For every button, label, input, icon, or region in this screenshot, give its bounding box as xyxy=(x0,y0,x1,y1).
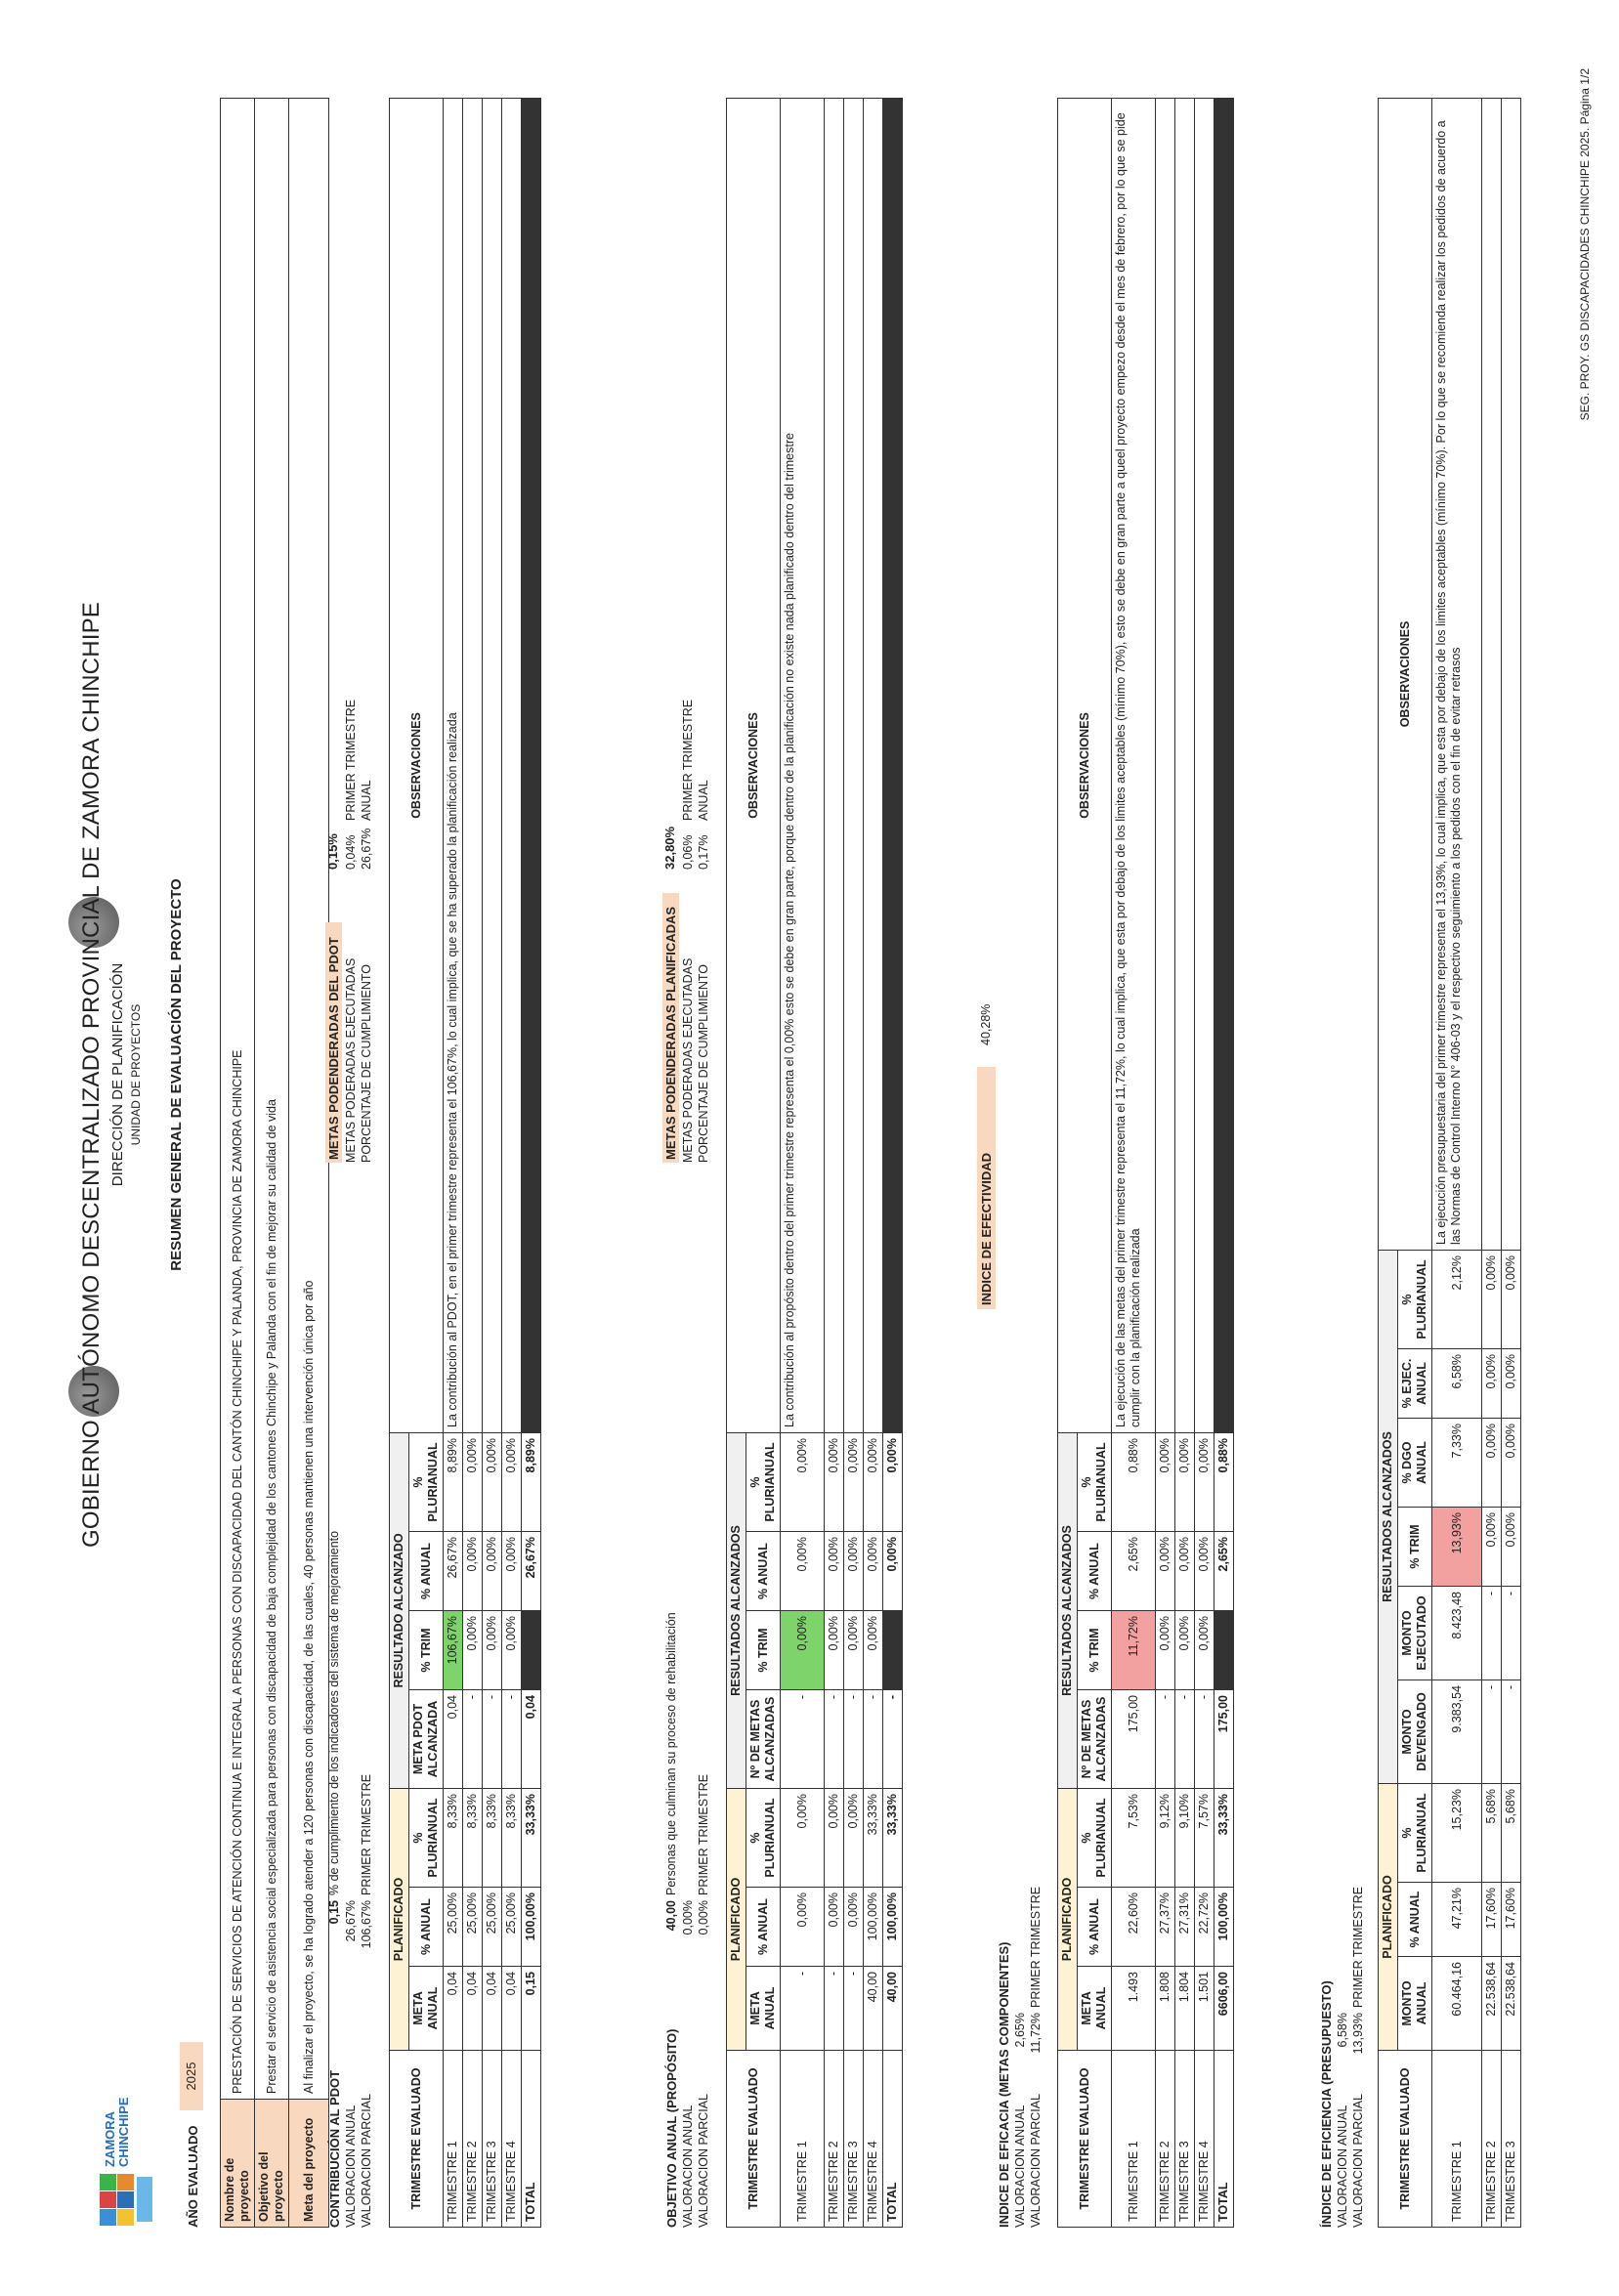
cell-res-pluri: 8,89% xyxy=(522,1433,541,1532)
cell-dgo: 0,00% xyxy=(1482,1419,1502,1508)
cell-meta: 6606,00 xyxy=(1214,1967,1234,2051)
efic-h-pct-plurianual: % PLURIANUAL xyxy=(1078,1789,1112,1888)
cell-alcanzada: - xyxy=(502,1690,522,1789)
cell-ejecutado: - xyxy=(1482,1587,1502,1680)
cell-alcanzada: - xyxy=(1156,1690,1175,1789)
cell-observaciones xyxy=(864,99,883,1433)
cell-res-anual: 2,65% xyxy=(1112,1532,1156,1611)
proposito-side-title-value: 32,80% xyxy=(662,826,677,870)
project-info-table xyxy=(220,98,329,2228)
cell-meta: 0,04 xyxy=(483,1967,502,2051)
prop-h-meta-alcanzada: Nº DE METAS ALCANZADAS xyxy=(746,1690,781,1789)
eficacia-parcial-value: 11,72% xyxy=(1029,2013,1043,2054)
cell-anual: 100,00% xyxy=(1214,1888,1234,1967)
org-title: GOBIERNO AUTÓNOMO DESCENTRALIZADO PROVINCIAL DE ZAMORA CHINCHIPE xyxy=(78,601,105,1549)
cell-meta: 40,00 xyxy=(864,1967,883,2051)
pdot-h-trimestre: TRIMESTRE EVALUADO xyxy=(390,2051,444,2228)
cell-trimestre: TRIMESTRE 2 xyxy=(825,2051,844,2228)
cell-observaciones: La ejecución presupuestaria del primer trimestre representa el 13,93%, lo cual implica, que esta por debajo de los limites aceptables (mínimo 70%). Por lo que se recomienda realizar los pedidos de acuerdo a las Normas de Control Interno N° 406-03 y el respectivo seguimiento a los pedidos con el fin de evitar retrasos xyxy=(1432,99,1482,1251)
cell-trim: 13,93% xyxy=(1432,1508,1482,1587)
cell-observaciones xyxy=(1175,99,1195,1433)
project-name-value: PRESTACIÓN DE SERVICIOS DE ATENCIÓN CONTINUA E INTEGRAL A PERSONAS CON DISCAPACIDAD DEL CANTÓN CHINCHIPE Y PALANDA, PROVINCIA DE ZAMORA CHINCHIPE xyxy=(221,99,255,2100)
table-row xyxy=(1502,99,1521,2228)
cell-observaciones xyxy=(1156,99,1175,1433)
efic-h-observaciones: OBSERVACIONES xyxy=(1058,99,1112,1433)
cell-trim: 0,00% xyxy=(1156,1611,1175,1690)
efi-h-resultado: RESULTADOS ALCANZADOS xyxy=(1379,1251,1398,1784)
eficacia-table xyxy=(1057,98,1234,2228)
cell-dgo: 7,33% xyxy=(1432,1419,1482,1508)
eficiencia-parcial-label: VALORACION PARCIAL xyxy=(1351,2093,1365,2228)
cell-trim: 0,00% xyxy=(502,1611,522,1690)
pdot-metric-text: % de cumplimiento de los indicadores del sistema de mejoramiento xyxy=(327,1530,341,1895)
proposito-side-pct-note: ANUAL xyxy=(697,780,710,821)
cell-trim-empty xyxy=(522,1611,541,1690)
efi-h-pct-anual: % ANUAL xyxy=(1398,1883,1432,1957)
cell-trim: 0,00% xyxy=(1502,1508,1521,1587)
cell-trimestre: TRIMESTRE 3 xyxy=(844,2051,864,2228)
prop-h-trimestre: TRIMESTRE EVALUADO xyxy=(727,2051,781,2228)
cell-ejecutado: - xyxy=(1502,1587,1521,1680)
cell-res-anual: 0,00% xyxy=(1195,1532,1214,1611)
efic-h-meta-anual: META ANUAL xyxy=(1078,1967,1112,2051)
table-total-row xyxy=(1214,99,1234,2228)
cell-alcanzada: - xyxy=(781,1690,825,1789)
efic-h-meta-alcanzada: Nº DE METAS ALCANZADAS xyxy=(1078,1690,1112,1789)
cell-trim: 11,72% xyxy=(1112,1611,1156,1690)
cell-anual: 25,00% xyxy=(483,1888,502,1967)
cell-trim: 106,67% xyxy=(444,1611,463,1690)
pdot-h-pct-anual: % ANUAL xyxy=(409,1888,444,1967)
efi-h-pct-dgo: % DGO ANUAL xyxy=(1398,1419,1432,1508)
cell-trim: 0,00% xyxy=(1195,1611,1214,1690)
cell-res-anual: 0,00% xyxy=(463,1532,483,1611)
unit-name: UNIDAD DE PROYECTOS xyxy=(129,1003,143,1146)
cell-alcanzada: - xyxy=(825,1690,844,1789)
dept-name: DIRECCIÓN DE PLANIFICACIÓN xyxy=(109,962,126,1187)
cell-alcanzada: 0,04 xyxy=(444,1690,463,1789)
cell-trimestre: TRIMESTRE 2 xyxy=(1156,2051,1175,2228)
cell-res-pluri: 0,88% xyxy=(1214,1433,1234,1532)
efic-h-res-plurianual: % PLURIANUAL xyxy=(1078,1433,1112,1532)
cell-trim: 0,00% xyxy=(781,1611,825,1690)
pdot-parcial-value: 106,67% xyxy=(360,1900,373,1949)
project-name-label: Nombre de proyecto xyxy=(221,2100,255,2228)
eficiencia-title: ÍNDICE DE EFICIENCIA (PRESUPUESTO) xyxy=(1319,1980,1334,2228)
cell-monto: 60.464,16 xyxy=(1432,1957,1482,2051)
prop-h-res-plurianual: % PLURIANUAL xyxy=(746,1433,781,1532)
cell-observaciones: La contribución al PDOT, en el primer trimestre representa el 106,67%, lo cual implica, que se ha superado la planificación realizada xyxy=(444,99,463,1433)
cell-anual: 22,72% xyxy=(1195,1888,1214,1967)
cell-trimestre: TRIMESTRE 4 xyxy=(864,2051,883,2228)
cell-alcanzada: - xyxy=(463,1690,483,1789)
pdot-title: CONTRIBUCIÓN AL PDOT xyxy=(327,2069,342,2228)
efic-h-trimestre: TRIMESTRE EVALUADO xyxy=(1058,2051,1112,2228)
cell-res-pluri: 0,88% xyxy=(1112,1433,1156,1532)
cell-meta: - xyxy=(844,1967,864,2051)
cell-observaciones: La contribución al propósito dentro del primer trimestre representa el 0,00% esto se debe en gran parte, porque dentro de la planificación no existe nada planificado dentro del trimestre xyxy=(781,99,825,1433)
cell-res-anual: 0,00% xyxy=(883,1532,903,1611)
cell-trimestre: TRIMESTRE 1 xyxy=(444,2051,463,2228)
cell-alcanzada: - xyxy=(1175,1690,1195,1789)
eficacia-parcial-label: VALORACION PARCIAL xyxy=(1029,2093,1043,2228)
pdot-h-pct-trim: % TRIM xyxy=(409,1611,444,1690)
cell-alcanzada: - xyxy=(883,1690,903,1789)
cell-trim: 0,00% xyxy=(1482,1508,1502,1587)
pdot-h-resultado: RESULTADO ALCANZADO xyxy=(390,1433,409,1789)
cell-pluri: 8,33% xyxy=(483,1789,502,1888)
logo-emblem-icon xyxy=(98,2171,156,2228)
efic-h-pct-trim: % TRIM xyxy=(1078,1611,1112,1690)
cell-pluri: 8,33% xyxy=(444,1789,463,1888)
proposito-anual-label: VALORACION ANUAL xyxy=(681,2105,695,2228)
pdot-side-pct-value: 26,67% xyxy=(360,828,373,870)
cell-devengado: - xyxy=(1482,1680,1502,1784)
pdot-side-pct-note: ANUAL xyxy=(360,780,373,821)
eficiencia-anual-label: VALORACION ANUAL xyxy=(1336,2105,1349,2228)
efic-h-planificado: PLANIFICADO xyxy=(1058,1789,1078,2051)
cell-observaciones: La ejecución de las metas del primer trimestre representa el 11,72%, lo cual implica, que esta por debajo de los limites aceptables (mínimo 70%), esto se debe en gran parte a queel proyecto empezo desde el mes de febrero, por lo que se pide cumplir con la planificación realizada xyxy=(1112,99,1156,1433)
cell-res-anual: 0,00% xyxy=(825,1532,844,1611)
cell-meta: 1.808 xyxy=(1156,1967,1175,2051)
cell-trimestre: TRIMESTRE 3 xyxy=(1502,2051,1521,2228)
cell-trim: 0,00% xyxy=(864,1611,883,1690)
project-goal-label: Meta del proyecto xyxy=(289,2100,329,2228)
efi-h-trimestre: TRIMESTRE EVALUADO xyxy=(1379,2051,1432,2228)
eficacia-title: INDICE DE EFICACIA (METAS COMPONENTES) xyxy=(997,1941,1011,2228)
cell-pluri: 5,68% xyxy=(1502,1784,1521,1883)
cell-pluri: 7,57% xyxy=(1195,1789,1214,1888)
efi-h-monto-ejecutado: MONTO EJECUTADO xyxy=(1398,1587,1432,1680)
cell-devengado: 9.383,54 xyxy=(1432,1680,1482,1784)
cell-meta: 40,00 xyxy=(883,1967,903,2051)
proposito-side-exec-value: 0,06% xyxy=(681,834,695,870)
cell-res-pluri: 0,00% xyxy=(781,1433,825,1532)
table-total-row xyxy=(883,99,903,2228)
cell-ejec-anual: 0,00% xyxy=(1502,1349,1521,1419)
cell-res-pluri: 0,00% xyxy=(1175,1433,1195,1532)
cell-ejec-anual: 0,00% xyxy=(1482,1349,1502,1419)
table-row xyxy=(781,99,825,2228)
proposito-parcial-value: 0,00% xyxy=(697,1900,710,1935)
cell-pluri: 7,53% xyxy=(1112,1789,1156,1888)
cell-res-anual: 0,00% xyxy=(781,1532,825,1611)
cell-anual: 0,00% xyxy=(825,1888,844,1967)
cell-trim-empty xyxy=(1214,1611,1234,1690)
cell-alcanzada: - xyxy=(864,1690,883,1789)
cell-pluri: 33,33% xyxy=(864,1789,883,1888)
efi-h-observaciones: OBSERVACIONES xyxy=(1379,99,1432,1251)
cell-trim: 0,00% xyxy=(1175,1611,1195,1690)
eficacia-anual-label: VALORACION ANUAL xyxy=(1013,2105,1027,2228)
efic-h-pct-anual: % ANUAL xyxy=(1078,1888,1112,1967)
cell-observaciones xyxy=(463,99,483,1433)
efi-h-pct-ejec: % EJEC. ANUAL xyxy=(1398,1349,1432,1419)
cell-res-anual: 0,00% xyxy=(1156,1532,1175,1611)
cell-anual: 25,00% xyxy=(463,1888,483,1967)
cell-meta: 0,04 xyxy=(463,1967,483,2051)
year-label: AÑO EVALUADO xyxy=(186,2125,200,2228)
efic-h-res-anual: % ANUAL xyxy=(1078,1532,1112,1611)
project-objective-value: Prestar el servicio de asistencia social especializada para personas con discapacidad de baja complejidad de los cantones Chinchipe y Palanda con el fin de mejorar su calidad de vida xyxy=(255,99,289,2100)
pdot-h-observaciones: OBSERVACIONES xyxy=(390,99,444,1433)
table-row xyxy=(463,99,483,2228)
table-row xyxy=(1432,99,1482,2228)
cell-trimestre: TRIMESTRE 2 xyxy=(1482,2051,1502,2228)
prop-h-meta-anual: META ANUAL xyxy=(746,1967,781,2051)
project-objective-label: Objetivo del proyecto xyxy=(255,2100,289,2228)
cell-trim: 0,00% xyxy=(483,1611,502,1690)
cell-anual: 47,21% xyxy=(1432,1883,1482,1957)
pdot-parcial-label: VALORACION PARCIAL xyxy=(360,2093,373,2228)
proposito-anual-value: 0,00% xyxy=(681,1900,695,1935)
prop-h-resultado: RESULTADOS ALCANZADOS xyxy=(727,1433,746,1789)
project-goal-value: Al finalizar el proyecto, se ha logrado atender a 120 personas con discapacidad, de las cuales, 40 personas mantienen una intervención única por año xyxy=(289,99,329,2100)
cell-alcanzada: - xyxy=(844,1690,864,1789)
cell-observaciones xyxy=(1482,99,1502,1251)
cell-meta: 0,04 xyxy=(502,1967,522,2051)
logo xyxy=(98,2171,156,2228)
cell-trimestre: TRIMESTRE 4 xyxy=(1195,2051,1214,2228)
proposito-side-pct-label: PORCENTAJE DE CUMPLIMIENTO xyxy=(697,963,710,1163)
cell-observaciones-empty xyxy=(522,99,541,1433)
cell-pluri: 8,33% xyxy=(502,1789,522,1888)
cell-anual: 0,00% xyxy=(781,1888,825,1967)
cell-devengado: - xyxy=(1502,1680,1521,1784)
table-row xyxy=(444,99,463,2228)
cell-res-pluri: 8,89% xyxy=(444,1433,463,1532)
cell-pluri: 33,33% xyxy=(883,1789,903,1888)
prop-h-pct-plurianual: % PLURIANUAL xyxy=(746,1789,781,1888)
cell-alcanzada: 0,04 xyxy=(522,1690,541,1789)
cell-meta: - xyxy=(781,1967,825,2051)
table-row xyxy=(502,99,522,2228)
cell-ejec-anual: 6,58% xyxy=(1432,1349,1482,1419)
cell-ejecutado: 8.423,48 xyxy=(1432,1587,1482,1680)
pdot-side-title-value: 0,15% xyxy=(325,833,340,870)
cell-res-pluri: 0,00% xyxy=(825,1433,844,1532)
table-total-row xyxy=(522,99,541,2228)
table-row xyxy=(825,99,844,2228)
cell-res-pluri: 0,00% xyxy=(1156,1433,1175,1532)
efic-h-resultado: RESULTADOS ALCANZADOS xyxy=(1058,1433,1078,1789)
proposito-side-exec-label: METAS PODERADAS EJECUTADAS xyxy=(681,957,695,1163)
cell-res-pluri: 0,00% xyxy=(844,1433,864,1532)
prop-h-planificado: PLANIFICADO xyxy=(727,1789,746,2051)
proposito-side-pct-value: 0,17% xyxy=(697,834,710,870)
pdot-side-exec-label: METAS PODERADAS EJECUTADAS xyxy=(344,957,358,1163)
proposito-metric-text: Personas que culminan su proceso de rehabilitación xyxy=(664,1612,678,1895)
cell-pluri: 0,00% xyxy=(844,1789,864,1888)
cell-observaciones-empty xyxy=(883,99,903,1433)
proposito-side-title: METAS PODENDERADAS PLANIFICADAS xyxy=(662,893,679,1163)
cell-res-anual: 0,00% xyxy=(483,1532,502,1611)
cell-res-pluri: 0,00% xyxy=(1482,1251,1502,1349)
pdot-h-pct-plurianual: % PLURIANUAL xyxy=(409,1789,444,1888)
prop-h-pct-trim: % TRIM xyxy=(746,1611,781,1690)
cell-pluri: 0,00% xyxy=(825,1789,844,1888)
cell-anual: 17,60% xyxy=(1502,1883,1521,1957)
cell-anual: 27,31% xyxy=(1175,1888,1195,1967)
table-row xyxy=(1175,99,1195,2228)
efectividad-label: INDICE DE EFECTIVIDAD xyxy=(977,1067,996,1309)
cell-trimestre: TOTAL xyxy=(883,2051,903,2228)
cell-anual: 22,60% xyxy=(1112,1888,1156,1967)
pdot-h-meta-anual: META ANUAL xyxy=(409,1967,444,2051)
proposito-metric-value: 40,00 xyxy=(664,1900,678,1932)
proposito-title: OBJETIVO ANUAL (PROPÓSITO) xyxy=(664,2028,679,2228)
cell-anual: 100,00% xyxy=(883,1888,903,1967)
cell-meta: 0,04 xyxy=(444,1967,463,2051)
pdot-h-planificado: PLANIFICADO xyxy=(390,1789,409,2051)
cell-alcanzada: 175,00 xyxy=(1112,1690,1156,1789)
cell-res-anual: 0,00% xyxy=(864,1532,883,1611)
report-title: RESUMEN GENERAL DE EVALUACIÓN DEL PROYECTO xyxy=(168,878,185,1271)
table-row xyxy=(844,99,864,2228)
eficiencia-parcial-note: PRIMER TRIMESTRE xyxy=(1351,1886,1365,2008)
cell-trimestre: TRIMESTRE 3 xyxy=(483,2051,502,2228)
cell-trimestre: TRIMESTRE 1 xyxy=(781,2051,825,2228)
cell-trim: 0,00% xyxy=(844,1611,864,1690)
eficiencia-table xyxy=(1378,98,1521,2228)
cell-pluri: 9,10% xyxy=(1175,1789,1195,1888)
prop-h-observaciones: OBSERVACIONES xyxy=(727,99,781,1433)
cell-monto: 22.538,64 xyxy=(1482,1957,1502,2051)
table-row xyxy=(1195,99,1214,2228)
proposito-table xyxy=(726,98,903,2228)
cell-trim-empty xyxy=(883,1611,903,1690)
cell-trimestre: TOTAL xyxy=(1214,2051,1234,2228)
cell-res-anual: 26,67% xyxy=(444,1532,463,1611)
cell-meta: 1.501 xyxy=(1195,1967,1214,2051)
pdot-h-res-anual: % ANUAL xyxy=(409,1532,444,1611)
cell-pluri: 33,33% xyxy=(522,1789,541,1888)
cell-res-anual: 0,00% xyxy=(502,1532,522,1611)
pdot-parcial-note: PRIMER TRIMESTRE xyxy=(360,1773,373,1895)
eficacia-parcial-note: PRIMER TRIMESTRE xyxy=(1029,1886,1043,2008)
cell-trimestre: TRIMESTRE 3 xyxy=(1175,2051,1195,2228)
pdot-table xyxy=(389,98,541,2228)
logo-text: ZAMORA CHINCHIPE xyxy=(103,2097,131,2167)
efi-h-monto-anual: MONTO ANUAL xyxy=(1398,1957,1432,2051)
cell-res-pluri: 2,12% xyxy=(1432,1251,1482,1349)
pdot-side-exec-note: PRIMER TRIMESTRE xyxy=(344,699,358,821)
efectividad-value: 40,28% xyxy=(979,1003,993,1045)
cell-trimestre: TRIMESTRE 2 xyxy=(463,2051,483,2228)
pdot-side-exec-value: 0,04% xyxy=(344,834,358,870)
table-row xyxy=(864,99,883,2228)
efi-h-pct-trim: % TRIM xyxy=(1398,1508,1432,1587)
cell-observaciones xyxy=(1195,99,1214,1433)
table-row xyxy=(1482,99,1502,2228)
cell-trim: 0,00% xyxy=(463,1611,483,1690)
cell-res-anual: 2,65% xyxy=(1214,1532,1234,1611)
cell-res-pluri: 0,00% xyxy=(463,1433,483,1532)
cell-trimestre: TRIMESTRE 4 xyxy=(502,2051,522,2228)
pdot-metric-value: 0,15 xyxy=(327,1900,341,1925)
cell-trim: 0,00% xyxy=(825,1611,844,1690)
cell-meta: 0,15 xyxy=(522,1967,541,2051)
cell-anual: 27,37% xyxy=(1156,1888,1175,1967)
cell-meta: - xyxy=(825,1967,844,2051)
pdot-anual-label: VALORACION ANUAL xyxy=(344,2105,358,2228)
pdot-side-title: METAS PODENDERADAS DEL PDOT xyxy=(325,922,342,1163)
efi-h-pct-plurianual: % PLURIANUAL xyxy=(1398,1784,1432,1883)
pdot-anual-value: 26,67% xyxy=(344,1900,358,1942)
cell-observaciones xyxy=(483,99,502,1433)
cell-anual: 17,60% xyxy=(1482,1883,1502,1957)
cell-res-anual: 26,67% xyxy=(522,1532,541,1611)
efi-h-planificado: PLANIFICADO xyxy=(1379,1784,1398,2051)
table-row xyxy=(483,99,502,2228)
cell-anual: 100,00% xyxy=(522,1888,541,1967)
cell-res-anual: 0,00% xyxy=(844,1532,864,1611)
efi-h-res-plurianual: % PLURIANUAL xyxy=(1398,1251,1432,1349)
cell-pluri: 33,33% xyxy=(1214,1789,1234,1888)
proposito-parcial-note: PRIMER TRIMESTRE xyxy=(697,1773,710,1895)
efi-h-monto-devengado: MONTO DEVENGADO xyxy=(1398,1680,1432,1784)
cell-res-pluri: 0,00% xyxy=(502,1433,522,1532)
cell-res-pluri: 0,00% xyxy=(864,1433,883,1532)
pdot-h-res-plurianual: % PLURIANUAL xyxy=(409,1433,444,1532)
proposito-parcial-label: VALORACION PARCIAL xyxy=(697,2093,710,2228)
cell-trimestre: TRIMESTRE 1 xyxy=(1432,2051,1482,2228)
cell-meta: 1.804 xyxy=(1175,1967,1195,2051)
cell-pluri: 15,23% xyxy=(1432,1784,1482,1883)
table-row xyxy=(1112,99,1156,2228)
pdot-side-pct-label: PORCENTAJE DE CUMPLIMIENTO xyxy=(360,963,373,1163)
cell-anual: 100,00% xyxy=(864,1888,883,1967)
cell-observaciones-empty xyxy=(1214,99,1234,1433)
pdot-h-meta-alcanzada: META PDOT ALCANZADA xyxy=(409,1690,444,1789)
eficiencia-anual-value: 6,58% xyxy=(1336,2013,1349,2048)
prop-h-res-anual: % ANUAL xyxy=(746,1532,781,1611)
eficiencia-parcial-value: 13,93% xyxy=(1351,2013,1365,2055)
cell-observaciones xyxy=(825,99,844,1433)
page-footer: SEG. PROY. GS DISCAPACIDADES CHINCHIPE 2025. Página 1/2 xyxy=(1578,68,1592,421)
cell-alcanzada: - xyxy=(1195,1690,1214,1789)
cell-pluri: 5,68% xyxy=(1482,1784,1502,1883)
cell-monto: 22.538,64 xyxy=(1502,1957,1521,2051)
eficacia-anual-value: 2,65% xyxy=(1013,2013,1027,2048)
cell-anual: 25,00% xyxy=(444,1888,463,1967)
cell-res-pluri: 0,00% xyxy=(883,1433,903,1532)
table-row xyxy=(1156,99,1175,2228)
cell-pluri: 8,33% xyxy=(463,1789,483,1888)
cell-res-pluri: 0,00% xyxy=(1195,1433,1214,1532)
cell-pluri: 9,12% xyxy=(1156,1789,1175,1888)
cell-meta: 1.493 xyxy=(1112,1967,1156,2051)
cell-alcanzada: 175,00 xyxy=(1214,1690,1234,1789)
cell-anual: 0,00% xyxy=(844,1888,864,1967)
prop-h-pct-anual: % ANUAL xyxy=(746,1888,781,1967)
cell-observaciones xyxy=(844,99,864,1433)
cell-res-pluri: 0,00% xyxy=(1502,1251,1521,1349)
year-value: 2025 xyxy=(180,2042,203,2110)
cell-trimestre: TOTAL xyxy=(522,2051,541,2228)
cell-observaciones xyxy=(502,99,522,1433)
proposito-side-exec-note: PRIMER TRIMESTRE xyxy=(681,699,695,821)
cell-res-anual: 0,00% xyxy=(1175,1532,1195,1611)
cell-observaciones xyxy=(1502,99,1521,1251)
cell-alcanzada: - xyxy=(483,1690,502,1789)
cell-pluri: 0,00% xyxy=(781,1789,825,1888)
cell-trimestre: TRIMESTRE 1 xyxy=(1112,2051,1156,2228)
cell-res-pluri: 0,00% xyxy=(483,1433,502,1532)
cell-dgo: 0,00% xyxy=(1502,1419,1521,1508)
cell-anual: 25,00% xyxy=(502,1888,522,1967)
